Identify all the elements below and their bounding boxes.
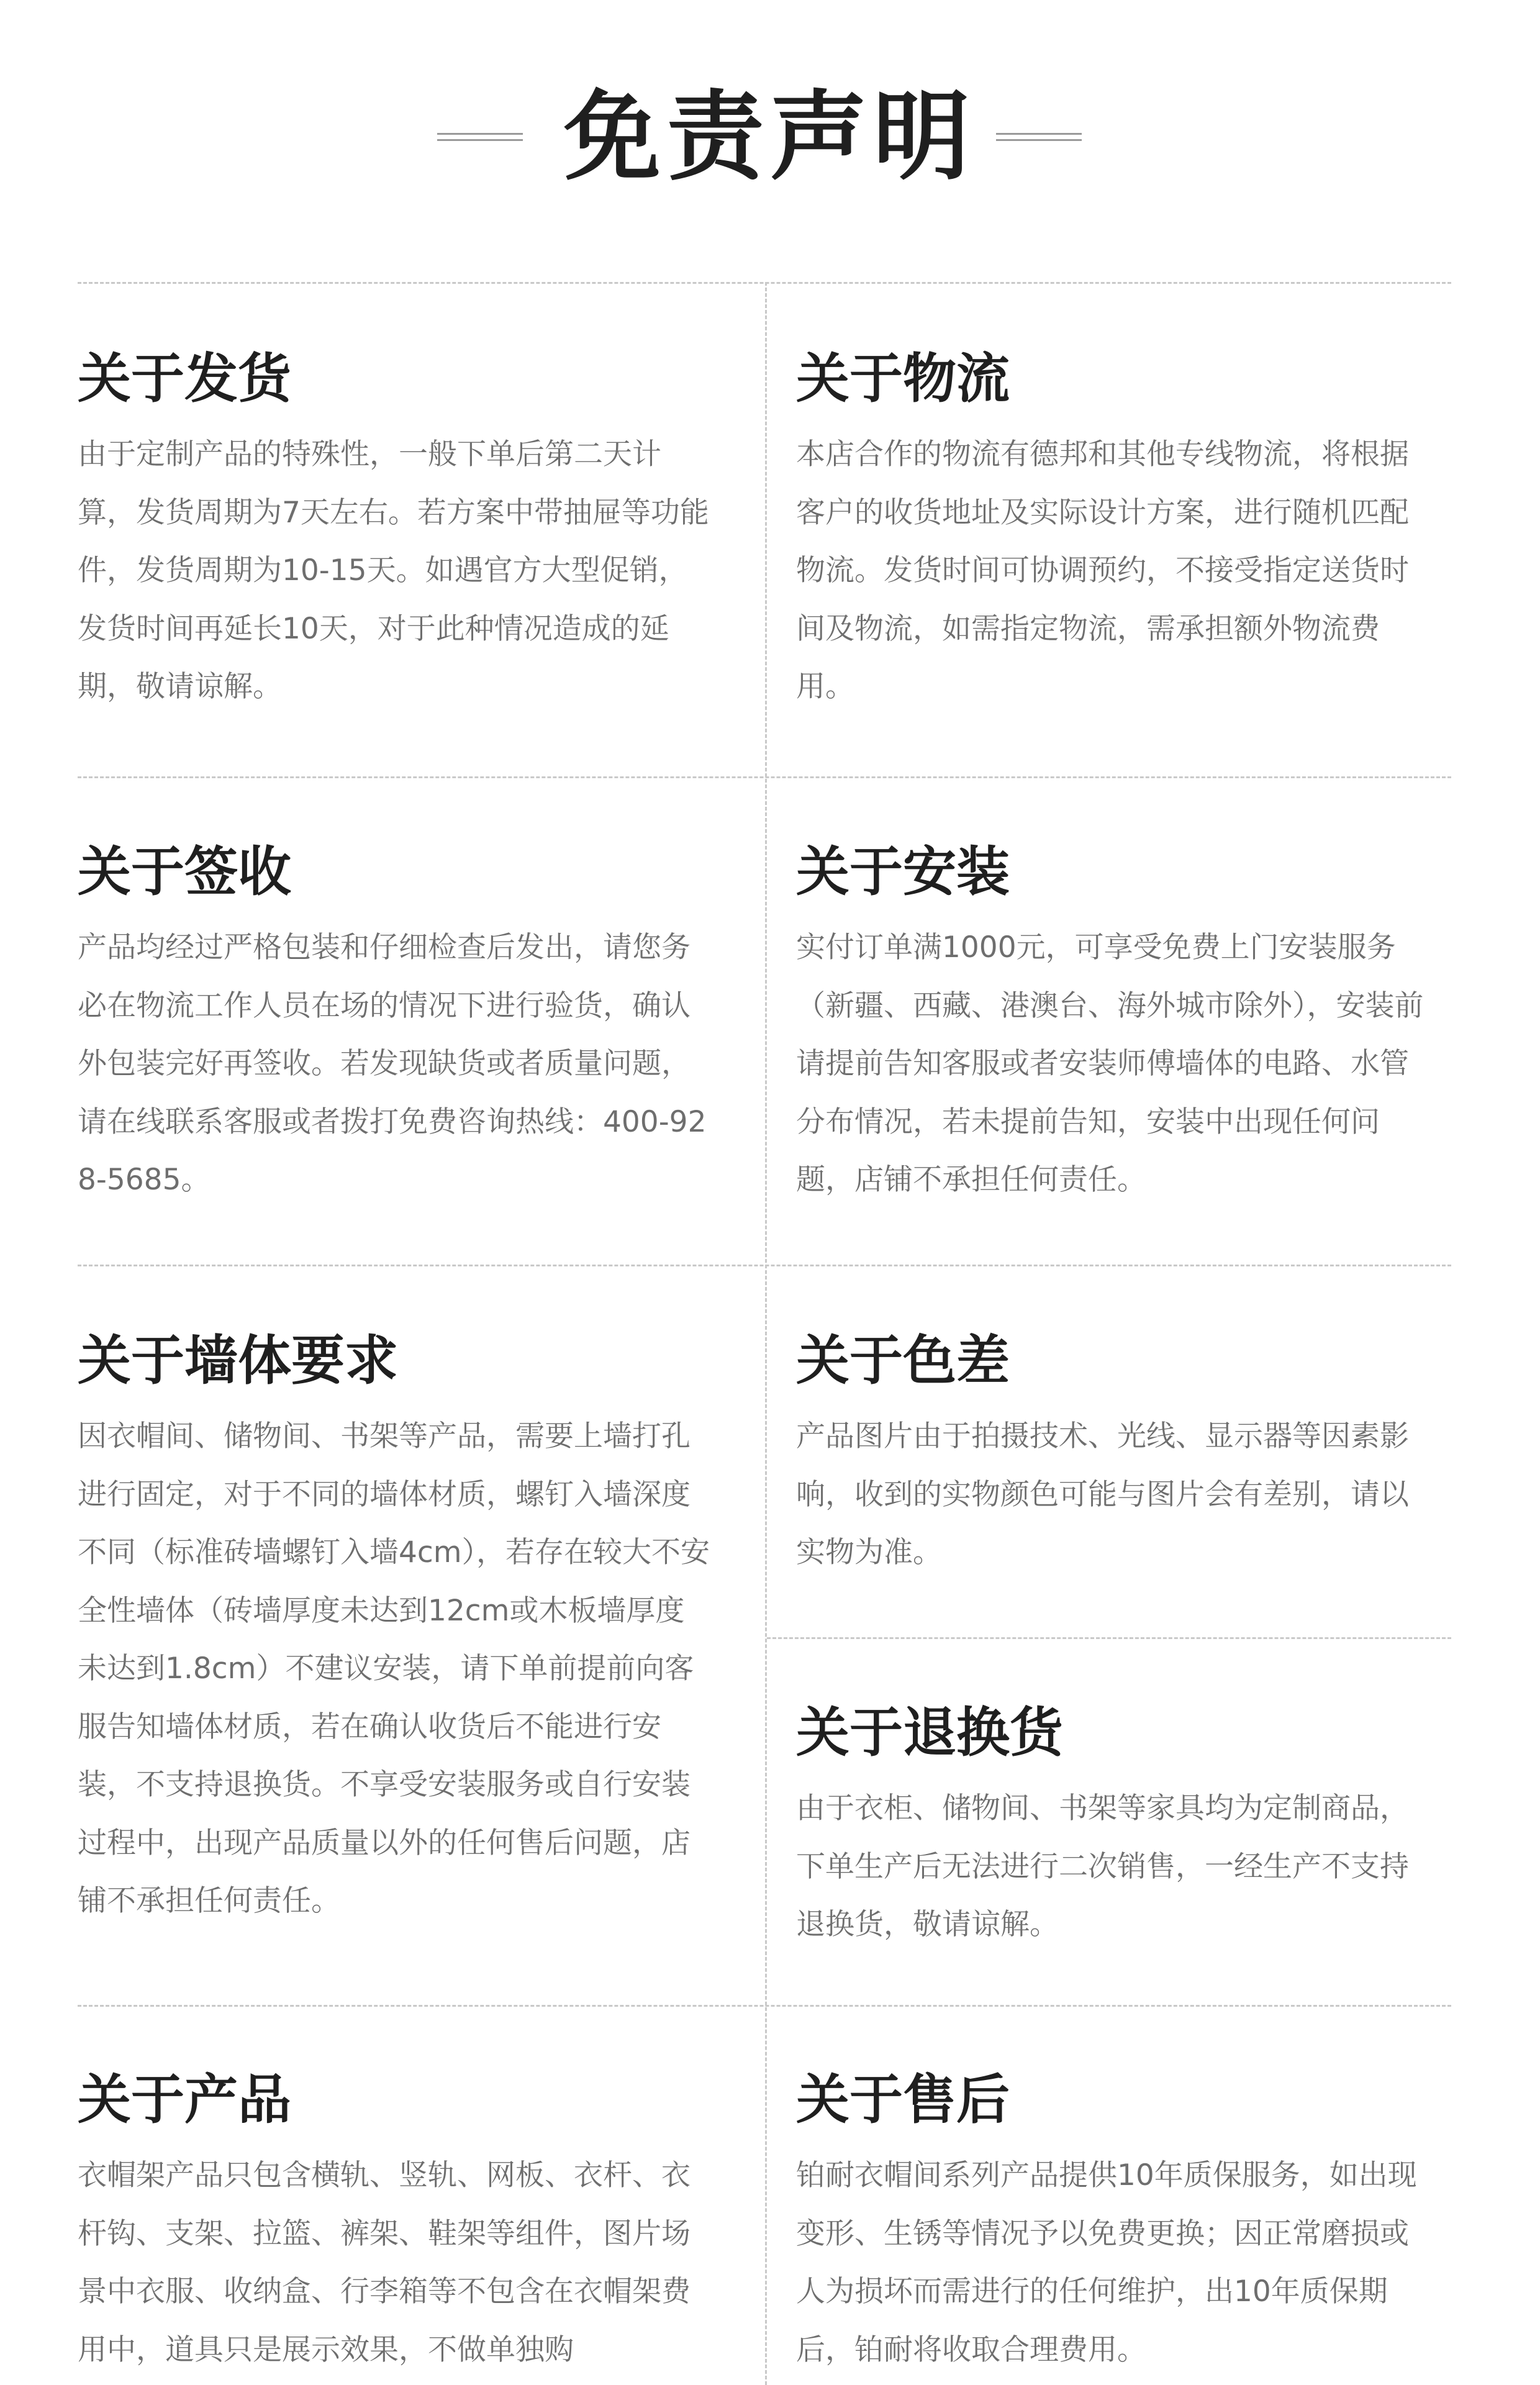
section-aftersales [796,2066,1429,2379]
section-body: 由于定制产品的特殊性，一般下单后第二天计算，发货周期为7天左右。若方案中带抽屉等功能件，发货周期为10-15天。如遇官方大型促销，发货时间再延长10天，对于此种情况造成的延期，敬请谅解。 [78,437,709,704]
section-body: 本店合作的物流有德邦和其他专线物流，将根据客户的收货地址及实际设计方案，进行随机匹配物流。发货时间可协调预约，不接受指定送货时间及物流，如需指定物流，需承担额外物流费用。 [796,437,1409,704]
section-receipt [78,838,711,1209]
section-title: 关于签收 [78,841,291,903]
section-title: 关于产品 [78,2069,291,2131]
divider-row-3 [78,2005,1451,2007]
section-title: 关于安装 [796,841,1010,903]
divider-row-1 [78,776,1451,778]
section-title: 关于售后 [796,2069,1010,2131]
divider-center [765,282,767,2385]
divider-right-sub [767,1637,1451,1639]
section-title: 关于墙体要求 [78,1330,398,1392]
section-installation [796,838,1429,1209]
section-body: 铂耐衣帽间系列产品提供10年质保服务，如出现变形、生锈等情况予以免费更换；因正常磨损或人为损坏而需进行的任何维护，出10年质保期后，铂耐将收取合理费用。 [796,2158,1417,2367]
section-logistics [796,345,1429,716]
section-wall-requirements [78,1327,711,1930]
section-body: 由于衣柜、储物间、书架等家具均为定制商品，下单生产后无法进行二次销售，一经生产不支持退换货，敬请谅解。 [796,1791,1409,1942]
section-title: 关于发货 [78,348,291,410]
section-title: 关于色差 [796,1330,1010,1392]
section-returns [796,1699,1429,1954]
section-body: 因衣帽间、储物间、书架等产品，需要上墙打孔进行固定，对于不同的墙体材质，螺钉入墙深度不同（标准砖墙螺钉入墙4cm），若存在较大不安全性墙体（砖墙厚度未达到12cm或木板墙厚度未达到1.8cm）不建议安装，请下单前提前向客服告知墙体材质，若在确认收货后不能进行安装，不支持退换货。不享受安装服务或自行安装过程中，出现产品质量以外的任何售后问题，店铺不承担任何责任。 [78,1419,710,1918]
divider-top [78,282,1451,284]
section-shipping [78,345,711,716]
section-title: 关于退换货 [796,1702,1063,1764]
section-body: 产品图片由于拍摄技术、光线、显示器等因素影响，收到的实物颜色可能与图片会有差别，请以实物为准。 [796,1419,1409,1570]
section-body: 产品均经过严格包装和仔细检查后发出，请您务必在物流工作人员在场的情况下进行验货，确认外包装完好再签收。若发现缺货或者质量问题，请在线联系客服或者拨打免费咨询热线：400-928-5685。 [78,930,707,1197]
section-color-difference [796,1327,1429,1582]
page-title: 免责声明 [564,80,976,193]
title-decoration-right [996,133,1082,141]
section-title: 关于物流 [796,348,1010,410]
section-body: 实付订单满1000元，可享受免费上门安装服务（新疆、西藏、港澳台、海外城市除外），安装前请提前告知客服或者安装师傅墙体的电路、水管分布情况，若未提前告知，安装中出现任何问题，店铺不承担任何责任。 [796,930,1424,1197]
section-product [78,2066,711,2379]
divider-row-2 [78,1265,1451,1266]
section-body: 衣帽架产品只包含横轨、竖轨、网板、衣杆、衣杆钩、支架、拉篮、裤架、鞋架等组件，图片场景中衣服、收纳盒、行李箱等不包含在衣帽架费用中，道具只是展示效果，不做单独购 [78,2158,691,2367]
